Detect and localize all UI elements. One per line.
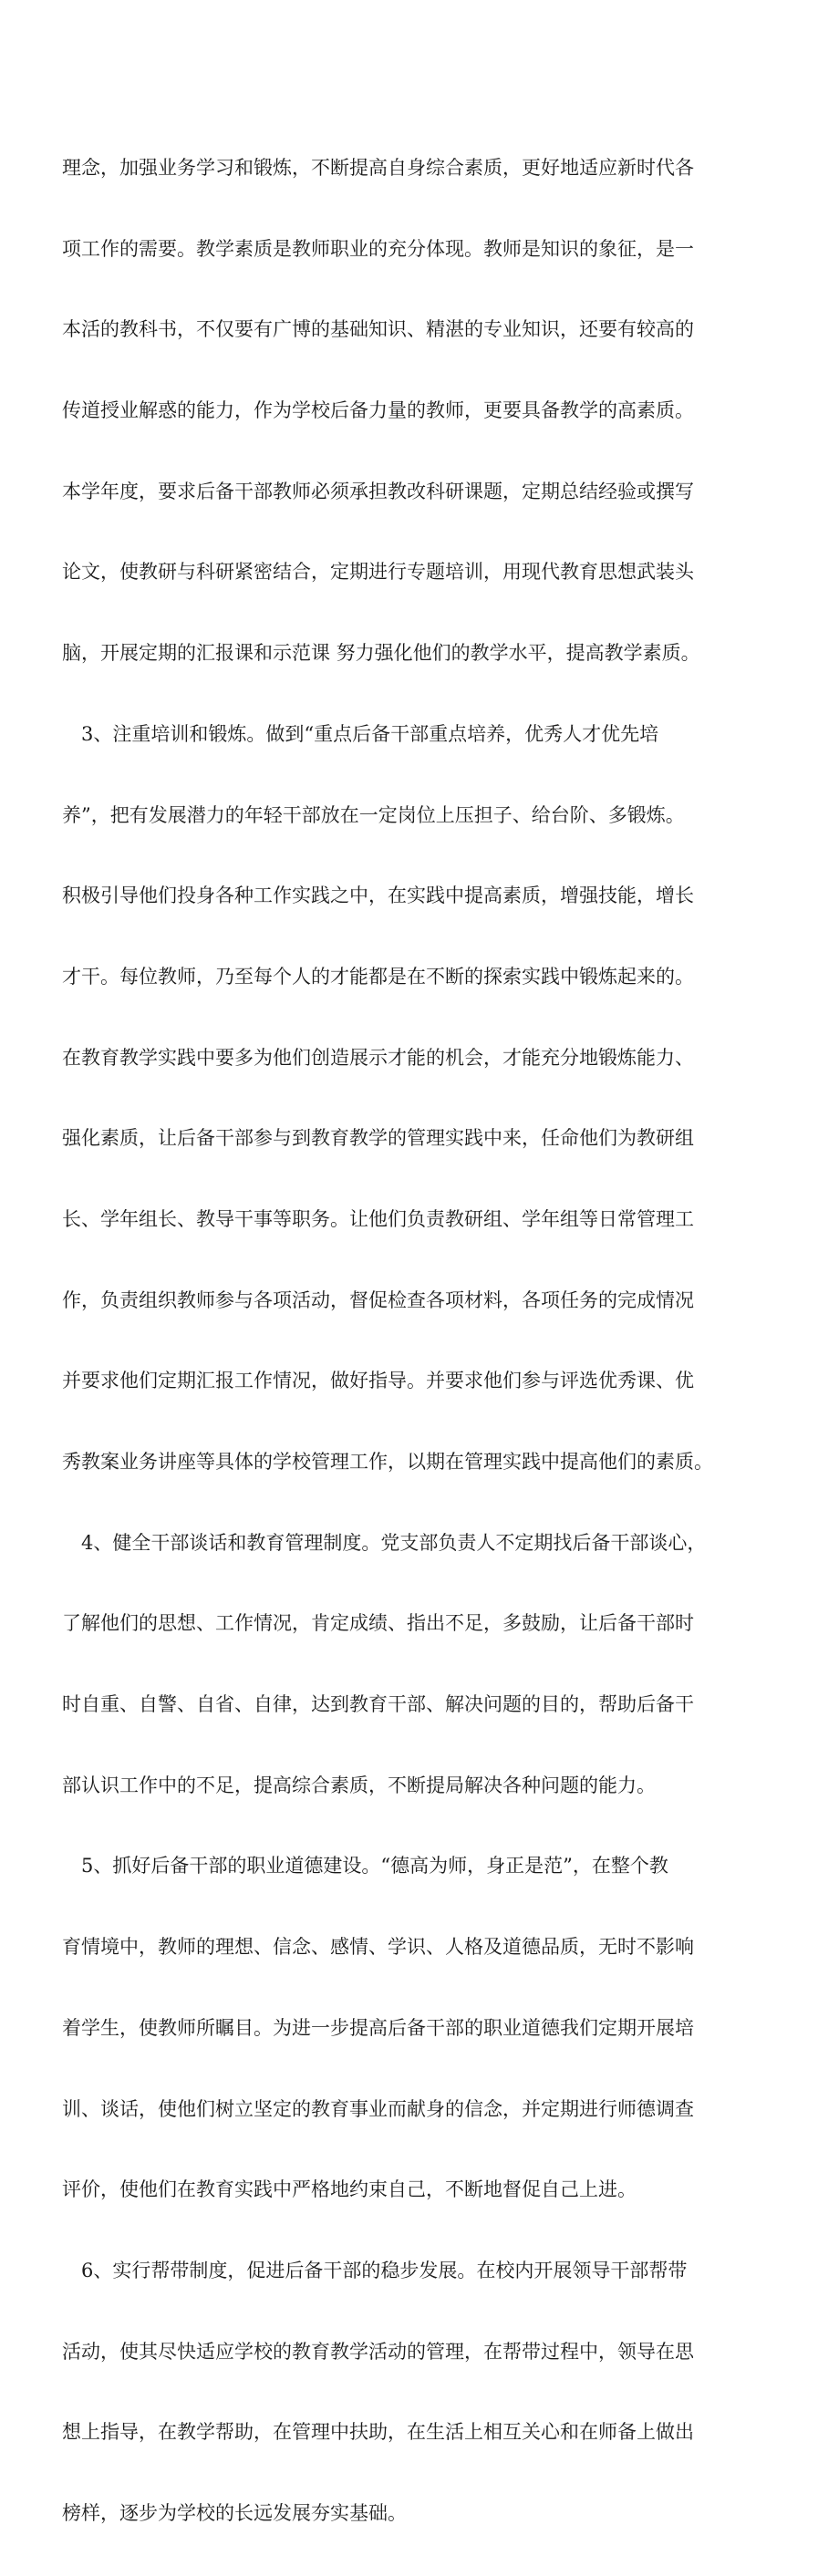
paragraph-5-start: 5、抓好后备干部的职业道德建设。“德高为师，身正是范”，在整个教 — [62, 1855, 668, 1878]
text-line: 部认识工作中的不足，提高综合素质，不断提局解决各种问题的能力。 — [62, 1774, 656, 1796]
body-text — [62, 106, 755, 2576]
text-line: 了解他们的思想、工作情况，肯定成绩、指出不足，多鼓励，让后备干部时 — [62, 1612, 694, 1635]
text-line: 时自重、自警、自省、自律，达到教育干部、解决问题的目的，帮助后备干 — [62, 1693, 694, 1716]
text-line: 想上指导，在教学帮助，在管理中扶助，在生活上相互关心和在师备上做出 — [62, 2421, 694, 2444]
text-line: 并要求他们定期汇报工作情况，做好指导。并要求他们参与评选优秀课、优 — [62, 1370, 694, 1392]
text-line: 在教育教学实践中要多为他们创造展示才能的机会，才能充分地锻炼能力、 — [62, 1046, 694, 1069]
text-line: 本学年度，要求后备干部教师必须承担教改科研课题，定期总结经验或撰写 — [62, 480, 694, 502]
text-line: 榜样，逐步为学校的长远发展夯实基础。 — [62, 2501, 407, 2524]
text-line: 长、学年组长、教导干事等职务。让他们负责教研组、学年组等日常管理工 — [62, 1207, 694, 1230]
text-line: 育情境中，教师的理想、信念、感情、学识、人格及道德品质，无时不影响 — [62, 1936, 694, 1959]
text-line: 传道授业解惑的能力，作为学校后备力量的教师，更要具备教学的高素质。 — [62, 399, 694, 422]
text-line: 着学生，使教师所瞩目。为进一步提高后备干部的职业道德我们定期开展培 — [62, 2016, 694, 2039]
text-line: 作，负责组织教师参与各项活动，督促检查各项材料，各项任务的完成情况 — [62, 1288, 694, 1311]
text-line: 本活的教科书，不仅要有广博的基础知识、精湛的专业知识，还要有较高的 — [62, 318, 694, 341]
text-line: 训、谈话，使他们树立坚定的教育事业而献身的信念，并定期进行师德调查 — [62, 2097, 694, 2120]
text-line: 养”，把有发展潜力的年轻干部放在一定岗位上压担子、给台阶、多锻炼。 — [62, 803, 685, 826]
paragraph-4-start: 4、健全干部谈话和教育管理制度。党支部负责人不定期找后备干部谈心， — [62, 1531, 707, 1554]
text-line: 积极引导他们投身各种工作实践之中，在实践中提高素质，增强技能，增长 — [62, 885, 694, 907]
text-line: 秀教案业务讲座等具体的学校管理工作，以期在管理实践中提高他们的素质。 — [62, 1451, 713, 1473]
text-line: 理念，加强业务学习和锻炼，不断提高自身综合素质，更好地适应新时代各 — [62, 157, 694, 179]
text-line: 才干。每位教师，乃至每个人的才能都是在不断的探索实践中锻炼起来的。 — [62, 965, 694, 988]
paragraph-3-start: 3、注重培训和锻炼。做到“重点后备干部重点培养，优秀人才优先培 — [62, 722, 659, 745]
text-line: 项工作的需要。教学素质是教师职业的充分体现。教师是知识的象征，是一 — [62, 237, 694, 260]
text-line: 活动，使其尽快适应学校的教育教学活动的管理，在帮带过程中，领导在思 — [62, 2340, 694, 2363]
text-line: 评价，使他们在教育实践中严格地约束自己，不断地督促自己上进。 — [62, 2178, 637, 2201]
text-line: 论文，使教研与科研紧密结合，定期进行专题培训，用现代教育思想武装头 — [62, 561, 694, 584]
text-line: 强化素质，让后备干部参与到教育教学的管理实践中来，任命他们为教研组 — [62, 1127, 694, 1150]
text-line: 脑，开展定期的汇报课和示范课 努力强化他们的教学水平，提高教学素质。 — [62, 642, 700, 665]
paragraph-6-start: 6、实行帮带制度，促进后备干部的稳步发展。在校内开展领导干部帮带 — [62, 2259, 688, 2281]
